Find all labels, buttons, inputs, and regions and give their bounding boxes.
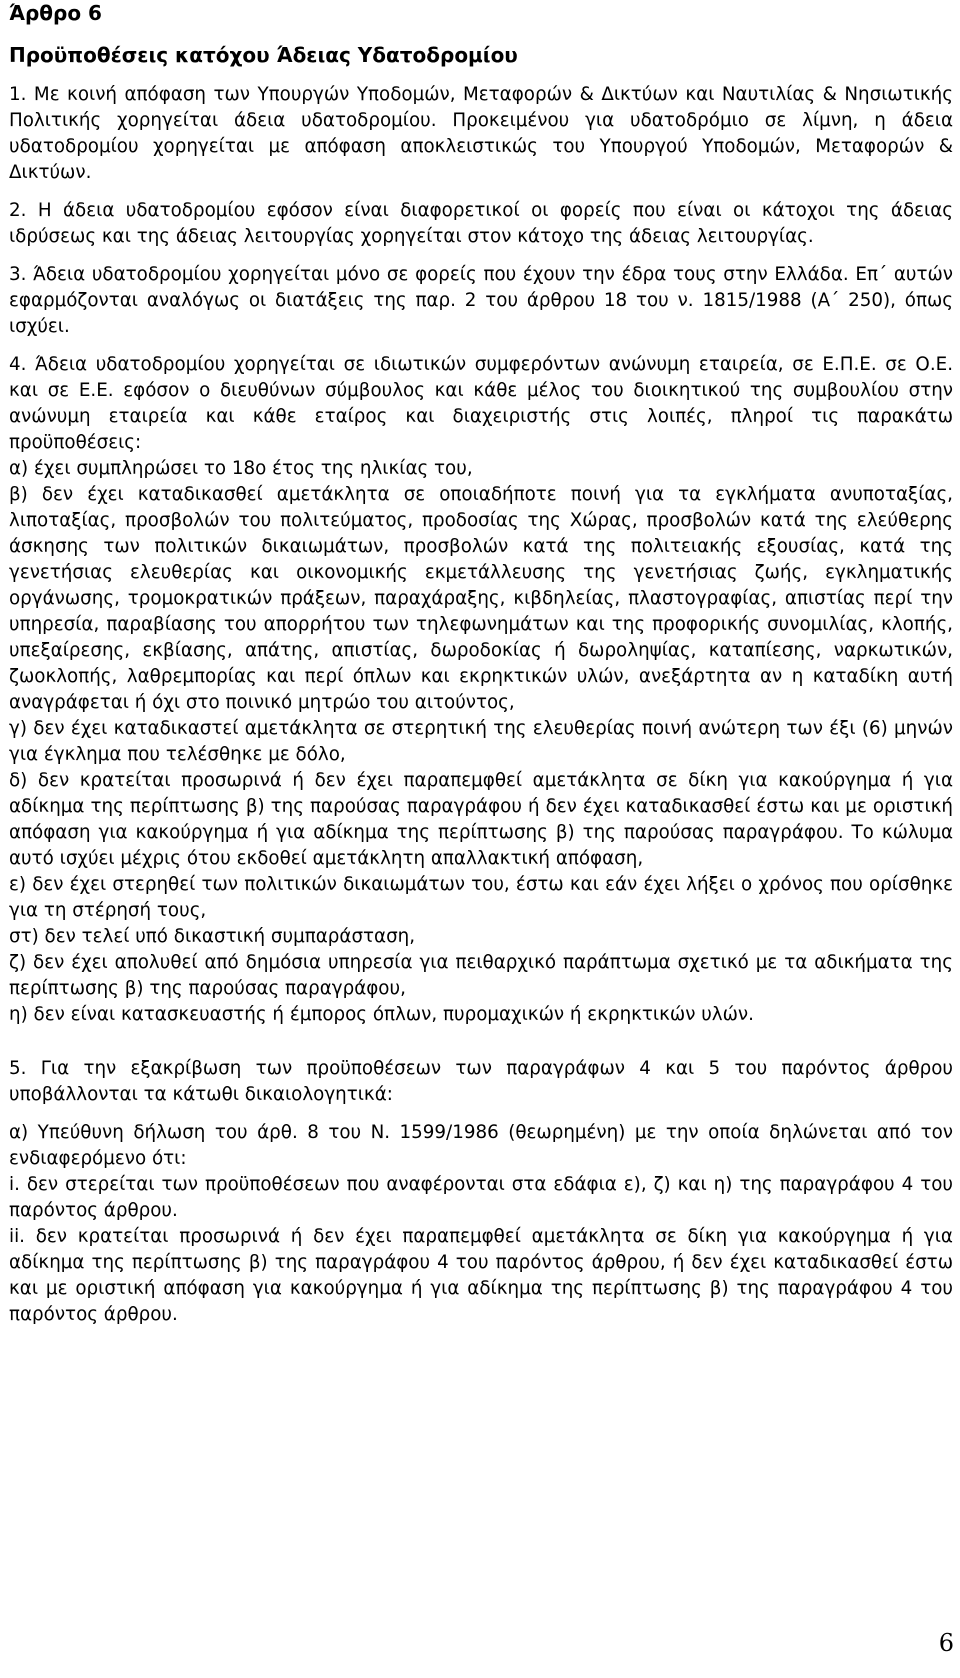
list-item: β) δεν έχει καταδικασθεί αμετάκλητα σε οποιαδήποτε ποινή για τα εγκλήματα ανυποταξίας, λιποταξίας, προσβολών του πολιτεύματος, προδοσίας της Χώρας, προσβολών κατά της ελεύθερης άσκησης των πολιτικών δικαιωμάτων, προσβολών κατά της πολιτειακής εξουσίας, κατά της γενετήσιας ελευθερίας και οικονομικής εκμετάλλευσης της γενετήσιας ζωής, εγκληματικής οργάνωσης, τρομοκρατικών πράξεων, παραχάραξης, κιβδηλείας, πλαστογραφίας, απιστίας περί την υπηρεσία, παραβίασης του απορρήτου των τηλεφωνημάτων και της προφορικής συνομιλίας, κλοπής, υπεξαίρεσης, εκβίασης, απάτης, απιστίας, δωροδοκίας ή δωροληψίας, καταπίεσης, ναρκωτικών, ζωοκλοπής, λαθρεμπορίας και περί όπλων και εκρηκτικών υλών, ανεξάρτητα αν η καταδίκη αυτή αναγράφεται ή όχι στο ποινικό μητρώο του αιτούντος, bbox=[9, 484, 953, 713]
list-item: ζ) δεν έχει απολυθεί από δημόσια υπηρεσία για πειθαρχικό παράπτωμα σχετικό με τα αδικήματα της περίπτωσης β) της παρούσας παραγράφου, bbox=[9, 952, 953, 999]
list-item: η) δεν είναι κατασκευαστής ή έμπορος όπλων, πυρομαχικών ή εκρηκτικών υλών. bbox=[9, 1004, 754, 1025]
list-item: α) έχει συμπληρώσει το 18ο έτος της ηλικίας του, bbox=[9, 458, 473, 479]
list-item: ε) δεν έχει στερηθεί των πολιτικών δικαιωμάτων του, έστω και εάν έχει λήξει ο χρόνος που ορίσθηκε για τη στέρησή τους, bbox=[9, 874, 953, 921]
list-item: γ) δεν έχει καταδικαστεί αμετάκλητα σε στερητική της ελευθερίας ποινή ανώτερη των έξι (6) μηνών για έγκλημα που τελέσθηκε με δόλο, bbox=[9, 718, 953, 765]
article-title: Προϋποθέσεις κατόχου Άδειας Υδατοδρομίου bbox=[9, 43, 518, 67]
list-item: δ) δεν κρατείται προσωρινά ή δεν έχει παραπεμφθεί αμετάκλητα σε δίκη για κακούργημα ή για αδίκημα της περίπτωσης β) της παρούσας παραγράφου ή δεν έχει καταδικασθεί έστω και με οριστική απόφαση για κακούργημα ή για αδίκημα της περίπτωσης β) της παρούσας παραγράφου. Το κώλυμα αυτό ισχύει μέχρις ότου εκδοθεί αμετάκλητη απαλλακτική απόφαση, bbox=[9, 770, 953, 869]
paragraph-4-intro: 4. Άδεια υδατοδρομίου χορηγείται σε ιδιωτικών συμφερόντων ανώνυμη εταιρεία, σε Ε.Π.Ε. σε Ο.Ε. και σε Ε.Ε. εφόσον ο διευθύνων σύμβουλος και κάθε μέλος του διοικητικού της συμβουλίου στην ανώνυμη εταιρεία και κάθε εταίρος και διαχειριστής στις λοιπές, πληροί τις παρακάτω προϋποθέσεις: bbox=[9, 354, 953, 453]
list-item: α) Υπεύθυνη δήλωση του άρθ. 8 του Ν. 1599/1986 (θεωρημένη) με την οποία δηλώνεται από τον ενδιαφερόμενο ότι: bbox=[9, 1122, 953, 1169]
paragraph-2: 2. Η άδεια υδατοδρομίου εφόσον είναι διαφορετικοί οι φορείς που είναι οι κάτοχοι της άδειας ιδρύσεως και της άδειας λειτουργίας χορηγείται στον κάτοχο της άδειας λειτουργίας. bbox=[9, 200, 953, 247]
list-item: i. δεν στερείται των προϋποθέσεων που αναφέρονται στα εδάφια ε), ζ) και η) της παραγράφου 4 του παρόντος άρθρου. bbox=[9, 1174, 953, 1221]
document-page bbox=[9, 0, 953, 1328]
paragraph-5-list bbox=[9, 1120, 953, 1328]
list-item: ii. δεν κρατείται προσωρινά ή δεν έχει παραπεμφθεί αμετάκλητα σε δίκη για κακούργημα ή για αδίκημα της περίπτωσης β) της παραγράφου 4 του παρόντος άρθρου, ή δεν έχει καταδικασθεί έστω και με οριστική απόφαση για κακούργημα ή για αδίκημα της περίπτωσης β) της παραγράφου 4 του παρόντος άρθρου. bbox=[9, 1226, 953, 1325]
paragraph-4 bbox=[9, 352, 953, 1028]
list-item: στ) δεν τελεί υπό δικαστική συμπαράσταση, bbox=[9, 926, 416, 947]
paragraph-5-intro: 5. Για την εξακρίβωση των προϋποθέσεων των παραγράφων 4 και 5 του παρόντος άρθρου υποβάλλονται τα κάτωθι δικαιολογητικά: bbox=[9, 1058, 953, 1105]
page-number: 6 bbox=[938, 1629, 954, 1657]
paragraph-3: 3. Άδεια υδατοδρομίου χορηγείται μόνο σε φορείς που έχουν την έδρα τους στην Ελλάδα. Επ΄ αυτών εφαρμόζονται αναλόγως οι διατάξεις της παρ. 2 του άρθρου 18 του ν. 1815/1988 (Α΄ 250), όπως ισχύει. bbox=[9, 264, 953, 337]
article-number: Άρθρο 6 bbox=[9, 1, 102, 25]
paragraph-1: 1. Με κοινή απόφαση των Υπουργών Υποδομών, Μεταφορών & Δικτύων και Ναυτιλίας & Νησιωτικής Πολιτικής χορηγείται άδεια υδατοδρομίου. Προκειμένου για υδατοδρόμιο σε λίμνη, η άδεια υδατοδρομίου χορηγείται με απόφαση αποκλειστικώς του Υπουργού Υποδομών, Μεταφορών & Δικτύων. bbox=[9, 84, 953, 183]
